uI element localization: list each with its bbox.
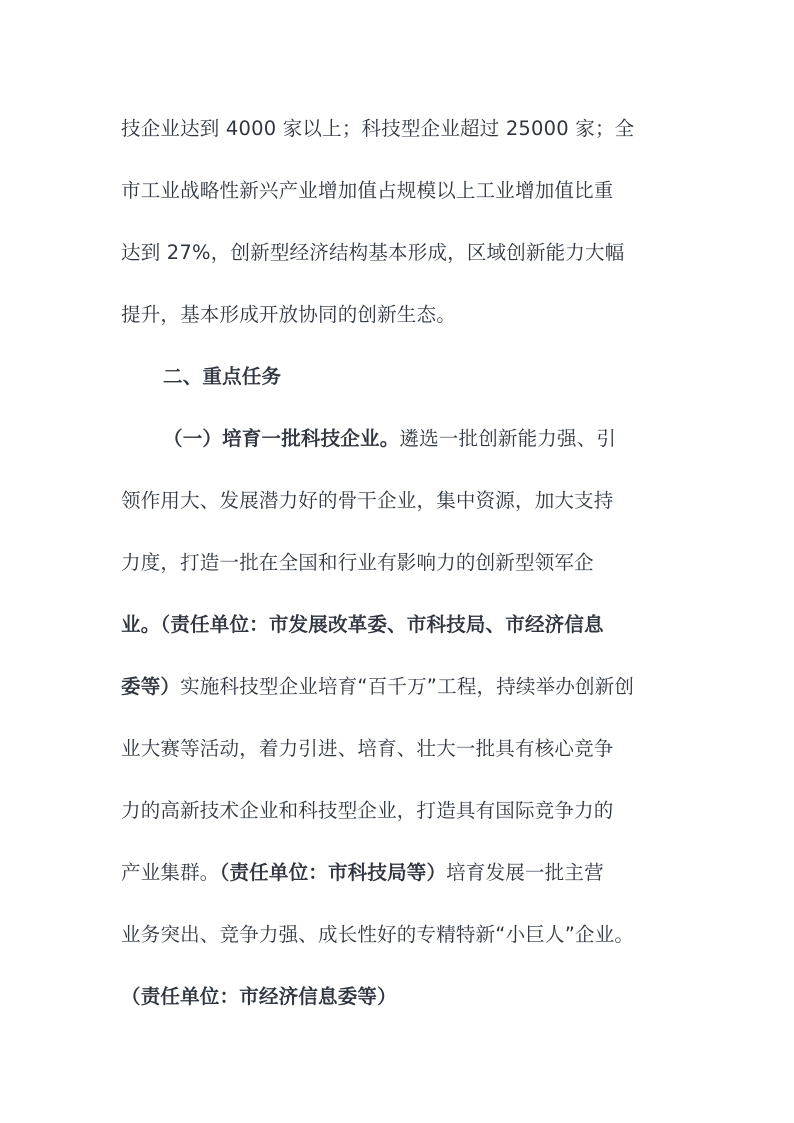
text-line-12 — [121, 798, 681, 824]
subheading-text: （一）培育一批科技企业。 — [163, 427, 400, 450]
responsibility-text: 委等） — [121, 675, 181, 698]
text-segment: 培育发展一批主营 — [446, 861, 604, 884]
text-line-15 — [121, 984, 681, 1010]
section-heading — [163, 364, 723, 390]
text-segment: 达到 27%，创新型经济结构基本形成，区域创新能力大幅 — [121, 241, 625, 264]
responsibility-text: （责任单位：市经济信息委等） — [121, 985, 397, 1008]
text-line-4 — [121, 302, 681, 328]
text-segment: 遴选一批创新能力强、引 — [399, 427, 617, 450]
text-segment: 业大赛等活动，着力引进、培育、壮大一批具有核心竞争 — [121, 737, 614, 760]
text-segment: 力的高新技术企业和科技型企业，打造具有国际竞争力的 — [121, 799, 614, 822]
responsibility-text: （责任单位：市科技局等） — [219, 861, 447, 884]
text-line-13 — [121, 860, 681, 886]
text-line-6 — [163, 426, 723, 452]
text-line-9 — [121, 612, 681, 638]
text-line-2 — [121, 178, 681, 204]
responsibility-text: 业。（责任单位：市发展改革委、市科技局、市经济信息 — [121, 613, 604, 636]
text-segment: 实施科技型企业培育“百千万”工程，持续举办创新创 — [180, 675, 635, 698]
text-line-3 — [121, 240, 681, 266]
text-segment: 产业集群。 — [121, 861, 220, 884]
text-segment: 提升，基本形成开放协同的创新生态。 — [121, 303, 456, 326]
text-segment: 力度，打造一批在全国和行业有影响力的创新型领军企 — [121, 551, 594, 574]
heading-text: 二、重点任务 — [163, 365, 282, 388]
text-line-10 — [121, 674, 681, 700]
text-line-11 — [121, 736, 681, 762]
text-line-8 — [121, 550, 681, 576]
text-segment: 业务突出、竞争力强、成长性好的专精特新“小巨人”企业。 — [121, 923, 635, 946]
text-segment: 市工业战略性新兴产业增加值占规模以上工业增加值比重 — [121, 179, 614, 202]
text-line-7 — [121, 488, 681, 514]
text-line-14 — [121, 922, 681, 948]
text-segment: 领作用大、发展潜力好的骨干企业，集中资源，加大支持 — [121, 489, 614, 512]
text-line-1 — [121, 116, 681, 142]
text-segment: 技企业达到 4000 家以上；科技型企业超过 25000 家；全 — [121, 117, 635, 140]
